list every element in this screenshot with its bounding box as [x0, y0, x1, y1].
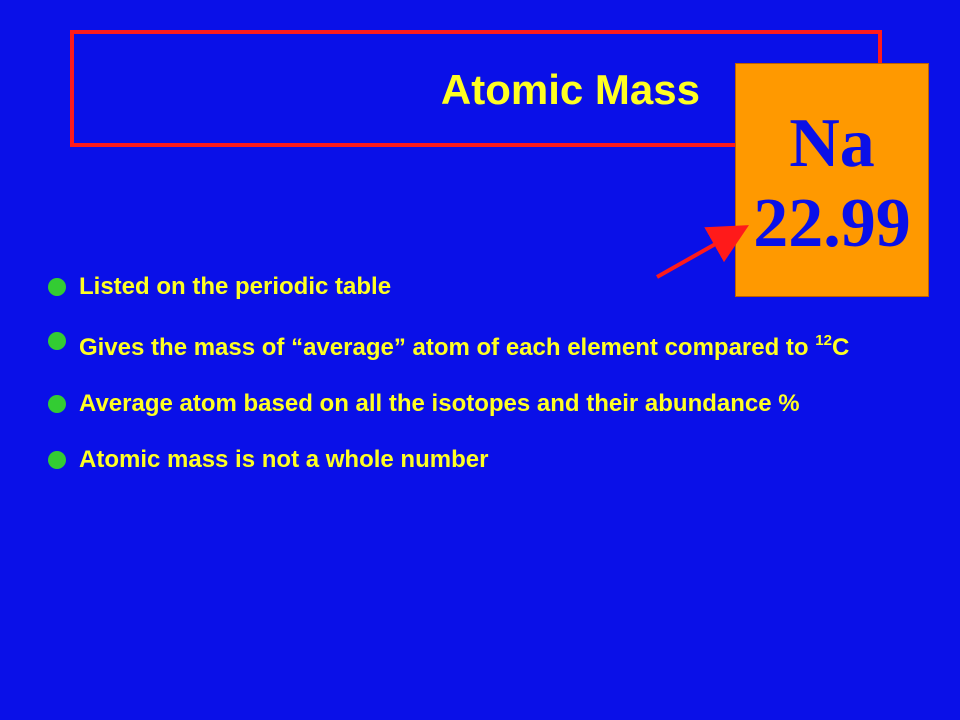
bullet-item — [48, 262, 958, 312]
bullet-text: Listed on the periodic table — [79, 273, 392, 300]
slide-title-text: Atomic Mass — [440, 66, 700, 113]
bullet-item — [48, 435, 958, 485]
bullet-list — [48, 262, 958, 485]
bullet-dot-icon — [48, 451, 66, 469]
bullet-text: Atomic mass is not a whole number — [79, 446, 489, 473]
element-symbol: Na — [789, 105, 875, 182]
bullet-superscript: 12 — [815, 332, 832, 349]
bullet-item — [48, 316, 958, 373]
bullet-text: Average atom based on all the isotopes and their abundance % — [79, 390, 800, 417]
bullet-dot-icon — [48, 278, 66, 296]
bullet-dot-icon — [48, 332, 66, 350]
bullet-text: Gives the mass of “average” atom of each element compared to — [79, 334, 816, 361]
element-atomic-mass: 22.99 — [753, 185, 911, 262]
bullet-suffix: C — [831, 334, 850, 361]
bullet-item — [48, 379, 958, 429]
bullet-dot-icon — [48, 395, 66, 413]
